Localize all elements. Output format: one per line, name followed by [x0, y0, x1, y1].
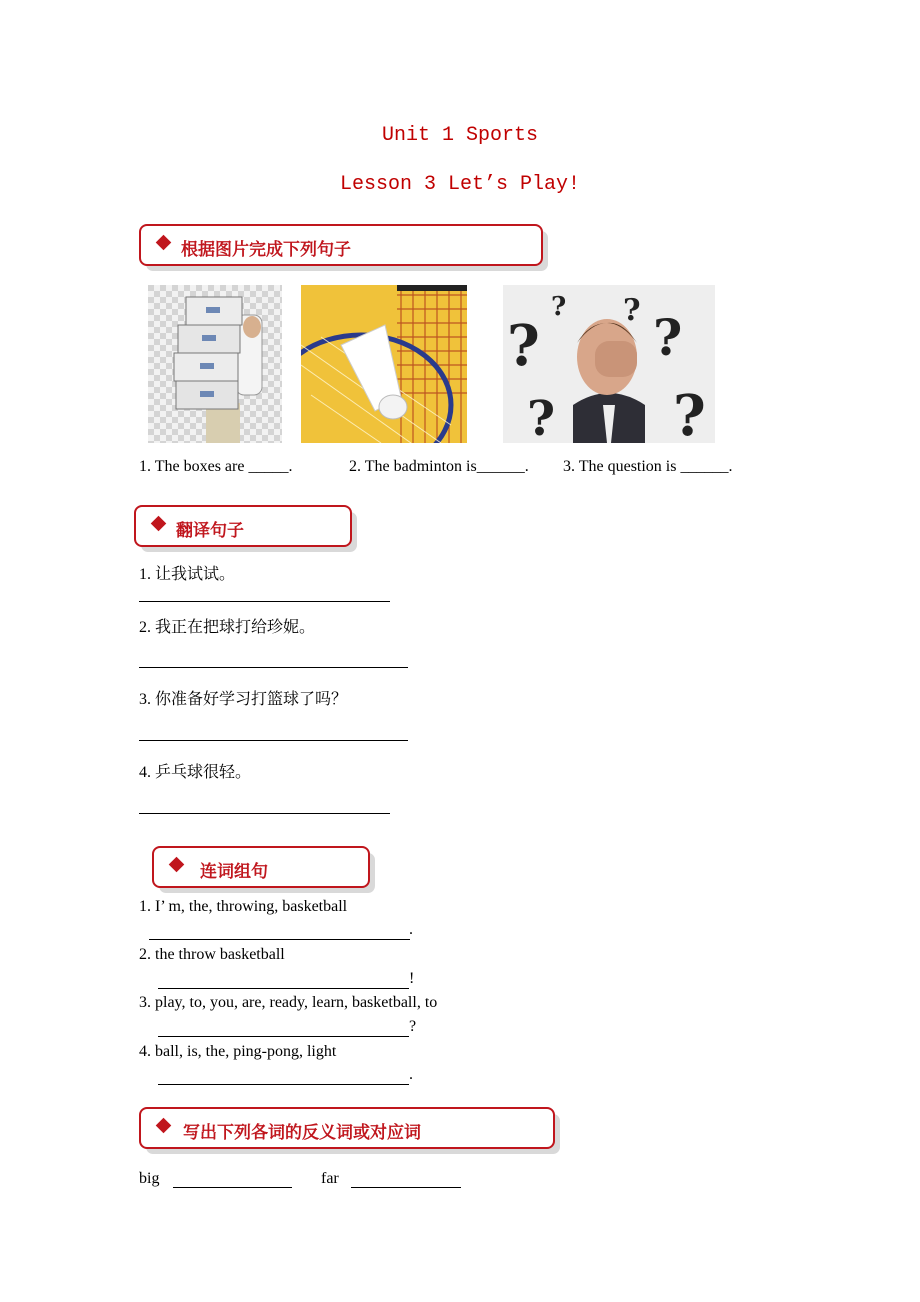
section-heading-text: 写出下列各词的反义词或对应词	[183, 1123, 421, 1143]
picture-sentence-1: 1. The boxes are _____.	[139, 458, 293, 475]
svg-text:?: ?	[507, 313, 540, 379]
sentence-end-mark: ?	[409, 1018, 417, 1035]
answer-line	[149, 939, 410, 940]
diamond-bullet-icon	[151, 516, 167, 532]
boxes-photo	[148, 285, 282, 443]
svg-text:?: ?	[551, 292, 567, 322]
translate-item-4: 4. 乒乓球很轻。	[139, 764, 252, 781]
word-order-item-4: 4. ball, is, the, ping-pong, light	[139, 1043, 337, 1060]
section-heading-picture-sentences	[139, 224, 543, 266]
section-heading-text: 翻译句子	[176, 521, 244, 541]
question-man-photo	[503, 285, 715, 443]
section-heading-word-order	[152, 846, 370, 888]
answer-line	[158, 988, 409, 989]
answer-line	[139, 601, 390, 602]
antonym-word-1: big	[139, 1170, 160, 1187]
antonym-word-2: far	[321, 1170, 339, 1187]
svg-text:?: ?	[527, 391, 556, 443]
sentence-end-mark: !	[409, 970, 415, 987]
word-order-item-2: 2. the throw basketball	[139, 946, 285, 963]
sentence-end-mark: .	[409, 1066, 413, 1083]
word-order-item-1: 1. I’ m, the, throwing, basketball	[139, 898, 348, 915]
svg-text:?: ?	[653, 308, 683, 367]
badminton-photo	[301, 285, 467, 443]
answer-line	[139, 813, 390, 814]
lesson-title: Lesson 3 Let’s Play!	[339, 173, 581, 196]
translate-item-3: 3. 你准备好学习打篮球了吗？	[139, 691, 348, 708]
answer-line	[158, 1036, 409, 1037]
answer-line	[351, 1187, 461, 1188]
section-heading-text: 根据图片完成下列句子	[181, 240, 351, 260]
svg-text:?: ?	[673, 383, 706, 443]
diamond-bullet-icon	[156, 235, 172, 251]
section-heading-translate	[134, 505, 352, 547]
translate-item-2: 2. 我正在把球打给珍妮。	[139, 619, 316, 636]
answer-line	[158, 1084, 409, 1085]
picture-sentence-3: 3. The question is ______.	[563, 458, 733, 475]
answer-line	[173, 1187, 292, 1188]
answer-line	[139, 740, 408, 741]
svg-text:?: ?	[623, 293, 641, 328]
diamond-bullet-icon	[156, 1118, 172, 1134]
diamond-bullet-icon	[169, 857, 185, 873]
answer-line	[139, 667, 408, 668]
unit-title: Unit 1 Sports	[381, 124, 539, 147]
section-heading-antonyms	[139, 1107, 555, 1149]
picture-sentence-2: 2. The badminton is______.	[349, 458, 529, 475]
translate-item-1: 1. 让我试试。	[139, 566, 236, 583]
section-heading-text: 连词组句	[200, 862, 268, 882]
sentence-end-mark: .	[409, 921, 413, 938]
word-order-item-3: 3. play, to, you, are, ready, learn, basketball, to	[139, 994, 438, 1011]
